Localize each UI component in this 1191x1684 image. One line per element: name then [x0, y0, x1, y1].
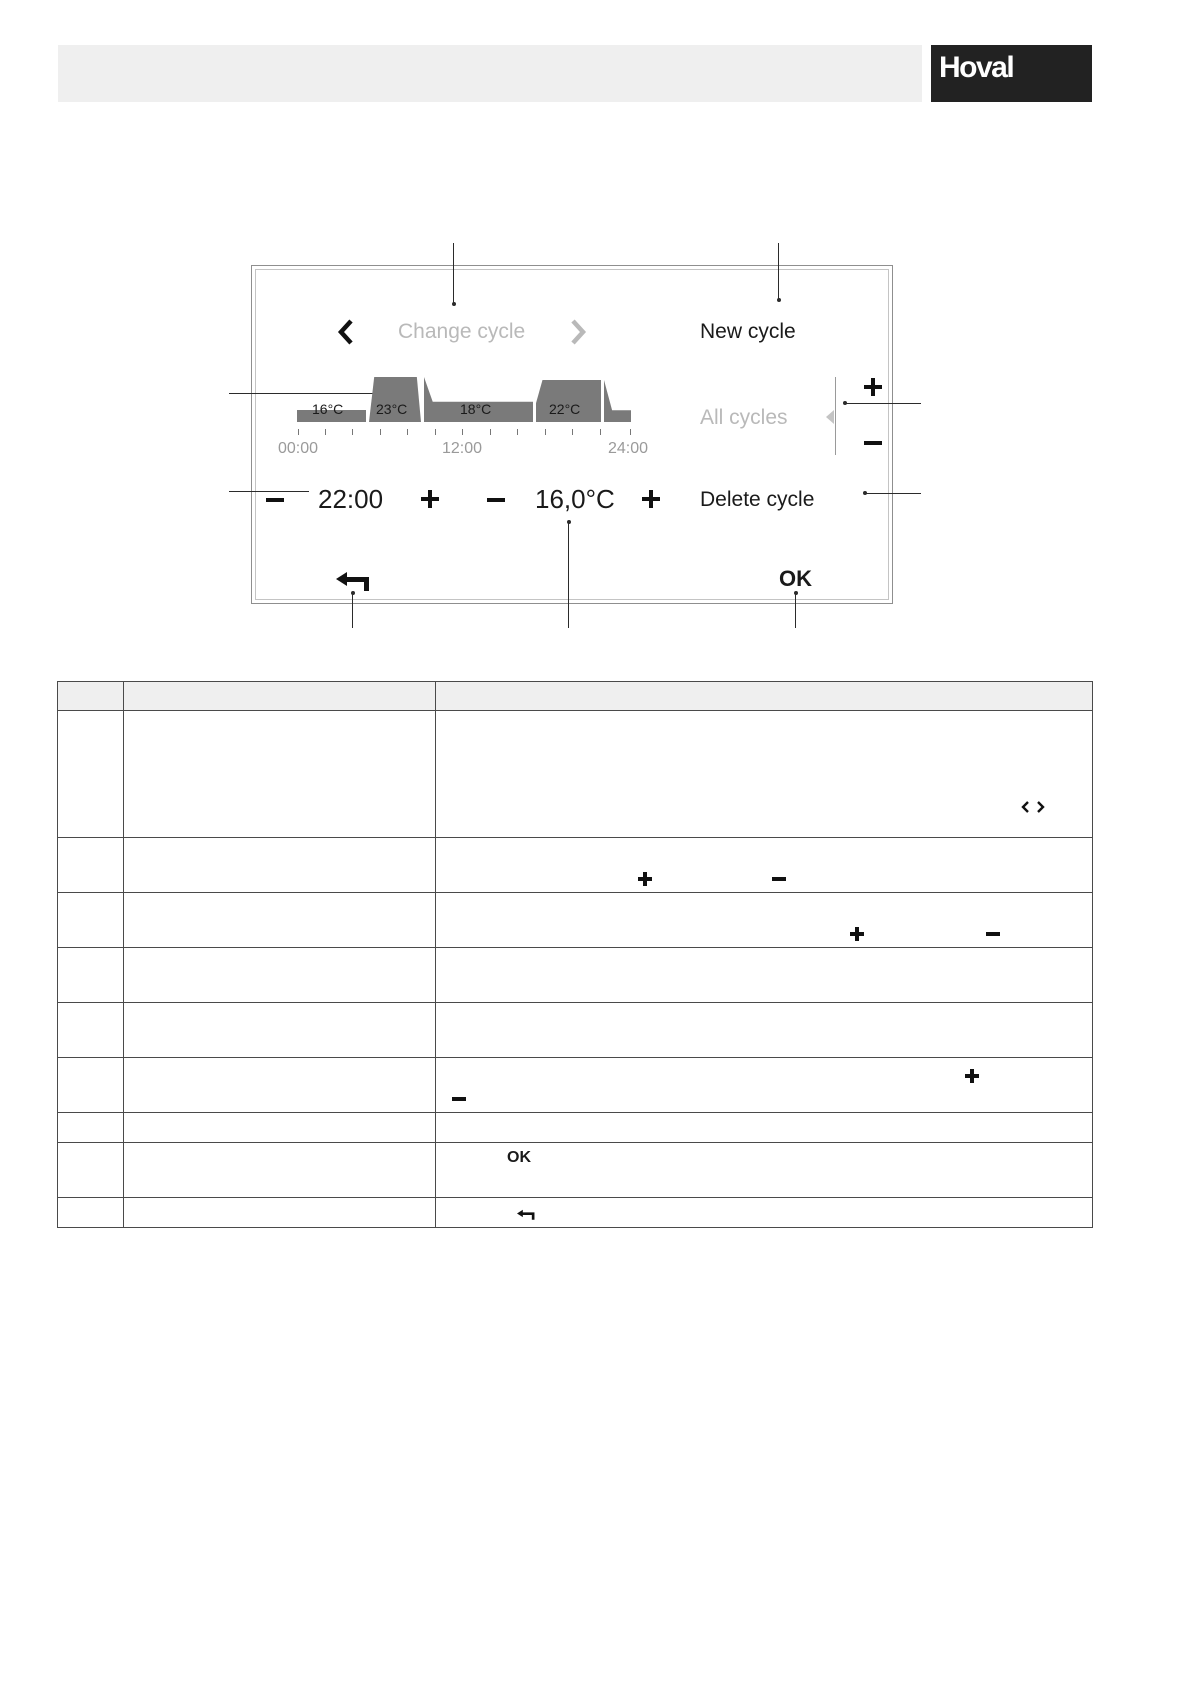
- callout-dot-change-cycle: [452, 302, 456, 306]
- timeline-label-2: 23°C: [376, 401, 408, 417]
- key-table: [57, 681, 1093, 1228]
- timeline-tick: [407, 429, 408, 435]
- table-header-cell: [436, 682, 1093, 711]
- temperature-value: 16,0°C: [535, 484, 615, 514]
- callout-line-new-cycle: [778, 243, 779, 301]
- time-label-end: 24:00: [608, 440, 649, 457]
- ok-button[interactable]: OK: [779, 566, 812, 591]
- table-header-cell: [124, 682, 436, 711]
- ok-symbol: OK: [507, 1149, 531, 1166]
- table-row: [58, 1113, 1093, 1143]
- callout-line-all-cycles: [845, 403, 921, 404]
- callout-dot-delete-cycle: [863, 491, 867, 495]
- header-bar: [58, 45, 922, 102]
- table-row: [58, 838, 1093, 893]
- timeline-tick: [572, 429, 573, 435]
- time-plus-icon[interactable]: [421, 490, 439, 508]
- callout-dot-back: [351, 591, 355, 595]
- table-row: [58, 1198, 1093, 1228]
- callout-dot-new-cycle: [777, 298, 781, 302]
- hoval-logo: [931, 45, 1092, 102]
- table-row: [58, 1143, 1093, 1198]
- plus-icon: [638, 872, 652, 886]
- logo-text: Hoval: [939, 51, 1014, 84]
- plus-icon: [965, 1069, 979, 1083]
- table-row: [58, 1058, 1093, 1113]
- delete-cycle-button[interactable]: Delete cycle: [700, 488, 815, 511]
- all-cycles-minus-icon[interactable]: [864, 441, 882, 445]
- callout-line-change-cycle: [453, 243, 454, 305]
- all-cycles-divider: [835, 377, 836, 455]
- plus-icon: [850, 927, 864, 941]
- chevrons-left-right-icon: [1020, 800, 1046, 814]
- minus-icon: [452, 1097, 466, 1101]
- timeline-label-4: 22°C: [549, 401, 581, 417]
- callout-line-timeline: [229, 393, 381, 394]
- pointer-left-icon: [826, 410, 834, 424]
- table-row: [58, 893, 1093, 948]
- callout-line-back: [352, 593, 353, 628]
- back-arrow-icon: [517, 1209, 535, 1220]
- callout-line-delete-cycle: [865, 493, 921, 494]
- timeline-tick: [545, 429, 546, 435]
- minus-icon: [772, 877, 786, 881]
- back-arrow-icon[interactable]: [336, 571, 370, 591]
- callout-line-time: [229, 491, 309, 492]
- table-header-cell: [58, 682, 124, 711]
- timeline-tick: [325, 429, 326, 435]
- timeline-tick: [352, 429, 353, 435]
- callout-dot-all-cycles: [843, 401, 847, 405]
- timeline-tick: [435, 429, 436, 435]
- all-cycles-label: All cycles: [700, 406, 788, 429]
- all-cycles-plus-icon[interactable]: [864, 378, 882, 396]
- temperature-minus-icon[interactable]: [487, 498, 505, 502]
- timeline-label-1: 16°C: [312, 401, 344, 417]
- timeline-tick: [490, 429, 491, 435]
- timeline-tick: [517, 429, 518, 435]
- change-cycle-label: Change cycle: [398, 320, 526, 343]
- chevron-right-icon[interactable]: [569, 318, 587, 346]
- timeline-tick: [600, 429, 601, 435]
- timeline-tick: [298, 429, 299, 435]
- time-value: 22:00: [318, 484, 384, 514]
- timeline-tick: [630, 429, 631, 435]
- timeline-tick: [380, 429, 381, 435]
- time-minus-icon[interactable]: [266, 498, 284, 502]
- table-header-row: [58, 682, 1093, 711]
- timeline-label-3: 18°C: [460, 401, 492, 417]
- new-cycle-button[interactable]: New cycle: [700, 320, 796, 343]
- callout-dot-temperature: [567, 520, 571, 524]
- time-label-mid: 12:00: [442, 440, 483, 457]
- timeline-tick: [462, 429, 463, 435]
- chevron-left-icon[interactable]: [337, 318, 355, 346]
- table-row: [58, 711, 1093, 838]
- callout-line-ok: [795, 593, 796, 628]
- callout-line-temperature: [568, 522, 569, 628]
- table-row: [58, 1003, 1093, 1058]
- table-row: [58, 948, 1093, 1003]
- temperature-plus-icon[interactable]: [642, 490, 660, 508]
- minus-icon: [986, 932, 1000, 936]
- time-label-start: 00:00: [278, 440, 319, 457]
